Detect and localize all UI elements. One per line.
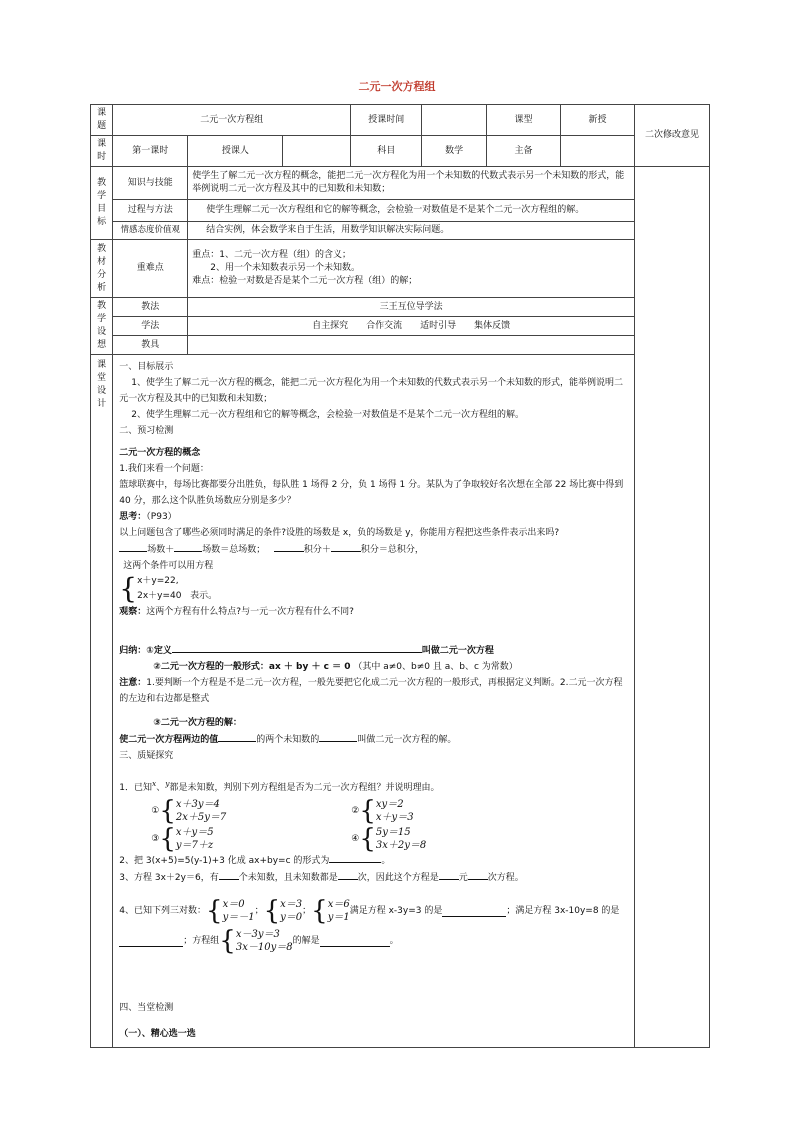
subject-label: 科目 <box>351 136 422 167</box>
key-points-label: 重难点 <box>113 240 188 298</box>
design-label: 课 堂 设 计 <box>91 355 113 1048</box>
teach-method: 三王互位导学法 <box>188 298 635 317</box>
system-4: ④ { 5y＝15 3x＋2y＝8 <box>351 824 427 854</box>
revise-label: 二次修改意见 <box>634 105 709 167</box>
goal-text: 使学生了解二元一次方程的概念，能把二元一次方程化为用一个未知数的代数式表示另一个未知数的形式，能举例说明二元一次方程及其中的已知数和未知数； <box>188 167 635 200</box>
time-label: 授课时间 <box>351 105 422 136</box>
learn-method: 自主探究 合作交流 适时引导 集体反馈 <box>188 317 635 336</box>
brace-icon: { <box>119 572 138 605</box>
goal-text: 结合实例，体会数学来自于生活，用数学知识解决实际问题。 <box>188 222 635 240</box>
blank[interactable] <box>439 869 459 880</box>
ke-ti-label: 课 题 <box>91 105 113 136</box>
design-content: 一、目标展示 1、使学生了解二元一次方程的概念，能把二元一次方程化为用一个未知数的代数式表示另一个未知数的形式，能举例说明二元一次方程及其中的已知数和未知数； 2、使学生理解二元一次方程组和它的解等概念，会检验一对数值是不是某个二元一次方程组的解。 二、预习检测 二元一次方程的概念 1.我们来看一个问题： 篮球联赛中，每场比赛都要分出胜负，每队胜 1 场得 2 分，负 1 场得 1 分。某队为了争取较好名次想在全部 22 场比赛中得到 40 分，那么这个队胜负场数应分别是多少？ 思考：（P93） 以上问题包含了哪些必须同时满足的条件?设胜的场数是 x，负的场数是 y，你能用方程把这些条件表示出来吗? 场数＋ 场数＝总场数； 积分＋ 积分＝总积分， 这两个条件可以用方程 { x＋y=22, 2x＋y=40 表示。 观察：这两个方程有什么特点?与一元一次方程有什么不同? 归纳：①定义 叫做二元一次方程 ②二元一次方程的一般形式：ax ＋ by ＋ c ＝ 0 （其中 a≠0、b≠0 且 a、b、c 为常数） 注意：1.要判断一个方程是不是二元一次方程，一般先要把它化成二元一次方程的一般形式，再根据定义判断。2.二元一次方程的左边和右边都是整式 ③二元一次方程的解： 使二元一次方程两边的值 的两个未知数的 叫做二元一次方程的解。 三、质疑探究 1．已知$^x$、$^y$都是未知数，判别下列方程组是否为二元一次方程组？并说明理由。 ① { x＋3y＝4 2x＋5y＝7 ② { xy＝2 x＋y＝3 ③ { x＋y＝5 y＝7＋z ④ { 5y＝15 3x＋2y＝8 2、把 3(x+5)=5(y-1)+3 化成 ax+by=c 的形式为 。 3、方程 3x＋2y＝6，有 个未知数，且未知数都是 次，因此这个方程是 元 次方程。 4、已知下列三对数： { x＝0 y＝－1 ； { x＝3 y＝0 ； { x＝6 y＝1 满足方程 x-3y=3 的是 ；满足方程 3x-10y=8 的是 ；方程组 { x－3y＝3 3x－10y＝8 的解是 。 四、当堂检测 （一）、精心选一选 <box>113 355 635 1048</box>
system-3: ③ { x＋y＝5 y＝7＋z <box>151 824 214 854</box>
tools-value <box>188 336 635 355</box>
type-label: 课型 <box>487 105 561 136</box>
blank[interactable] <box>442 906 506 917</box>
subject-value: 数学 <box>422 136 487 167</box>
key-points: 重点：1、二元一次方程（组）的含义； 2、用一个未知数表示另一个未知数。 难点：检验一对数是否是某个二元一次方程（组）的解； <box>188 240 635 298</box>
tools-label: 教具 <box>113 336 188 355</box>
prep-label: 主备 <box>487 136 561 167</box>
goal-name: 过程与方法 <box>113 200 188 222</box>
type-value: 新授 <box>561 105 635 136</box>
blank[interactable] <box>468 869 488 880</box>
blank[interactable] <box>329 852 381 863</box>
pair-1: { x＝0 y＝－1 <box>206 896 255 926</box>
goal-name: 情感态度价值观 <box>113 222 188 240</box>
goals-label: 教 学 目 标 <box>91 167 113 240</box>
teach-method-label: 教法 <box>113 298 188 317</box>
pair-3: { x＝6 y＝1 <box>311 896 350 926</box>
learn-method-label: 学法 <box>113 317 188 336</box>
blank[interactable] <box>172 642 422 653</box>
blank[interactable] <box>119 541 147 552</box>
goal-name: 知识与技能 <box>113 167 188 200</box>
pair-2: { x＝3 y＝0 <box>263 896 303 926</box>
blank[interactable] <box>218 731 256 742</box>
blank[interactable] <box>319 731 357 742</box>
page-title: 二元一次方程组 <box>358 80 436 93</box>
solve-system: { x－3y＝3 3x－10y＝8 <box>219 926 293 956</box>
teacher-label: 授课人 <box>188 136 283 167</box>
analysis-label: 教 材 分 析 <box>91 240 113 298</box>
teacher-value <box>283 136 351 167</box>
blank[interactable] <box>320 936 390 947</box>
goal-text: 使学生理解二元一次方程组和它的解等概念，会检验一对数值是不是某个二元一次方程组的解。 <box>188 200 635 222</box>
blank[interactable] <box>331 541 361 552</box>
blank[interactable] <box>274 541 304 552</box>
blank[interactable] <box>338 869 358 880</box>
blank[interactable] <box>219 869 239 880</box>
system-2: ② { xy＝2 x＋y＝3 <box>351 796 414 826</box>
system-1: ① { x＋3y＝4 2x＋5y＝7 <box>151 796 227 826</box>
revise-column <box>634 167 709 1048</box>
prep-value <box>561 136 635 167</box>
blank[interactable] <box>119 936 183 947</box>
lesson-period: 第一课时 <box>113 136 188 167</box>
lesson-plan-table <box>90 104 710 1048</box>
method-label: 教 学 设 想 <box>91 298 113 355</box>
blank[interactable] <box>174 541 202 552</box>
time-value <box>422 105 487 136</box>
ke-shi-label: 课 时 <box>91 136 113 167</box>
topic-value: 二元一次方程组 <box>113 105 351 136</box>
